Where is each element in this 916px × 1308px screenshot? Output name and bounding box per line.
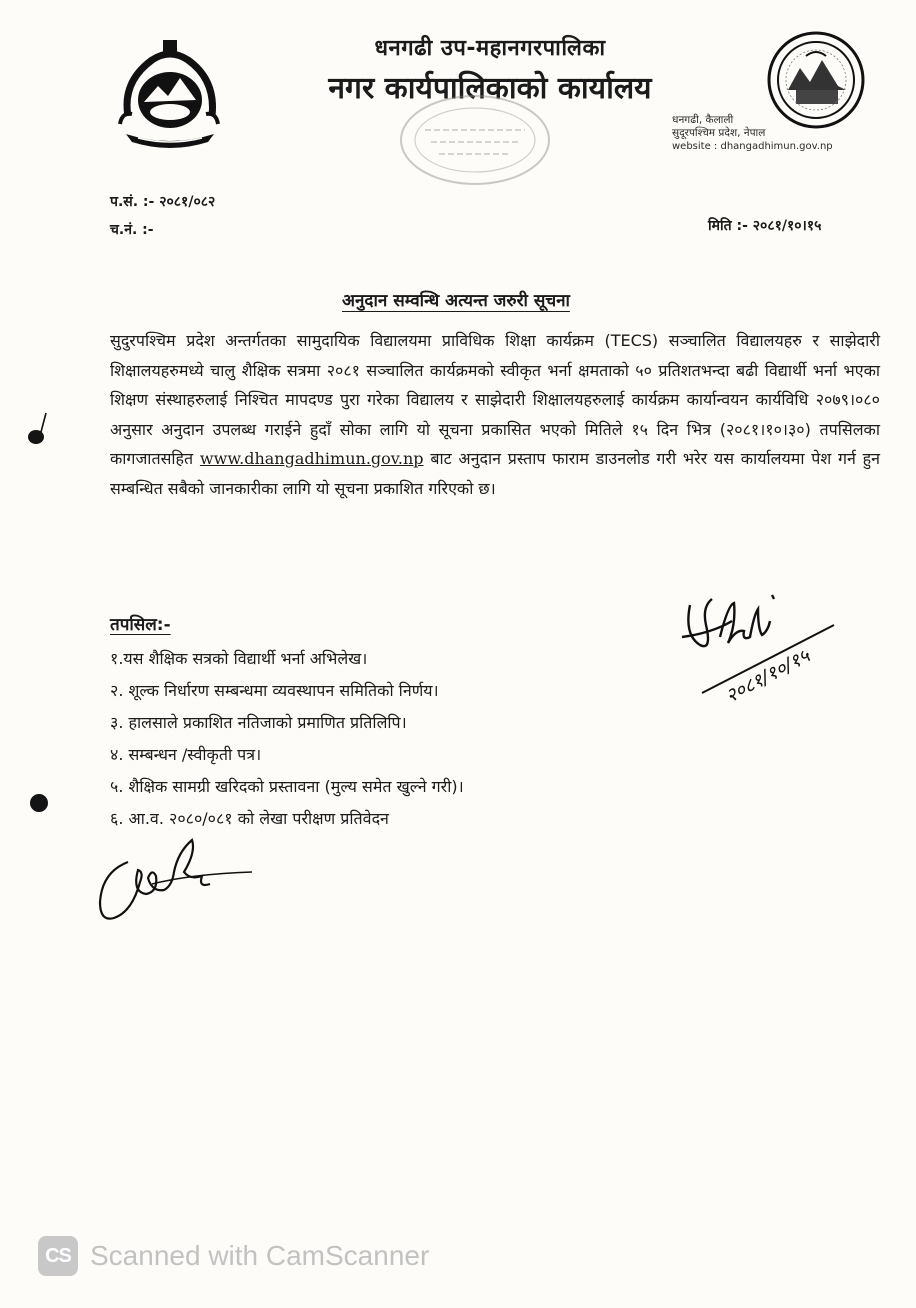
website-text: website : dhangadhimun.gov.np: [672, 141, 833, 152]
punch-hole-mark: [28, 430, 44, 444]
website-link[interactable]: www.dhangadhimun.gov.np: [199, 449, 424, 468]
notice-body-part-2: बाट अनुदान प्रस्ताप फाराम डाउनलोड गरी भरेर यस कार्यालयमा पेश गर्न हुन सम्बन्धित सबैको जानकारीका लागि यो सूचना प्रकाशित गरिएको छ।: [110, 449, 880, 498]
handwritten-signature-icon: [672, 585, 847, 715]
notice-body: [110, 326, 880, 503]
camscanner-text: Scanned with CamScanner: [90, 1240, 430, 1271]
list-item: २. शूल्क निर्धारण सम्बन्धमा व्यवस्थापन समितिको निर्णय।: [110, 681, 439, 700]
details-heading: तपसिल:-: [110, 615, 171, 635]
camscanner-watermark: [38, 1234, 429, 1278]
dispatch-number: च.नं. :-: [110, 222, 154, 238]
list-item: १.यस शैक्षिक सत्रको विद्यार्थी भर्ना अभिलेख।: [110, 649, 368, 668]
reference-number: प.सं. :- २०८१/०८२: [110, 194, 216, 210]
address-line-1: धनगढी, कैलाली: [672, 114, 734, 126]
list-item: ४. सम्बन्धन /स्वीकृती पत्र।: [110, 745, 262, 764]
notice-date: मिति :- २०८१/१०।१५: [708, 218, 822, 234]
signature-date: २०८१/१०/१५: [722, 644, 814, 708]
list-item: ३. हालसाले प्रकाशित नतिजाको प्रमाणित प्रतिलिपि।: [110, 713, 407, 732]
handwritten-initials-icon: [92, 832, 257, 927]
details-list: [110, 645, 464, 837]
address-line-2: सुदूरपश्चिम प्रदेश, नेपाल: [672, 127, 766, 139]
nepal-emblem-icon: [108, 38, 232, 150]
punch-hole-mark: [30, 794, 48, 812]
office-address: [672, 114, 833, 153]
municipality-name: धनगढी उप-महानगरपालिका: [374, 36, 606, 61]
office-name: नगर कार्यपालिकाको कार्यालय: [328, 71, 652, 106]
office-stamp-icon: [395, 90, 555, 190]
notice-title: अनुदान सम्वन्धि अत्यन्त जरुरी सूचना: [342, 291, 570, 311]
notice-body-part-1: सुदुरपश्चिम प्रदेश अन्तर्गतका सामुदायिक विद्यालयमा प्राविधिक शिक्षा कार्यक्रम (TECS) सञ्चालित विद्यालयहरु र साझेदारी शिक्षालयहरुमध्ये चालु शैक्षिक सत्रमा २०८१ सञ्चालित कार्यक्रमको स्वीकृत भर्ना क्षमताको ५० प्रतिशतभन्दा बढी विद्यार्थी भर्ना भएका शिक्षण संस्थाहरुलाई निश्चित मापदण्ड पुरा गरेका विद्यालय र साझेदारी शिक्षालयहरुलाई कार्यक्रम कार्यान्वयन कार्यविधि २०७९।०८० अनुसार अनुदान उपलब्ध गराईने हुदाँ सोका लागि यो सूचना प्रकासित भएको मितिले १५ दिन भित्र (२०८१।१०।३०) तपसिलका कागजातसहित: [110, 331, 880, 468]
camscanner-logo-icon: CS: [38, 1236, 78, 1276]
list-item: ५. शैक्षिक सामग्री खरिदको प्रस्तावना (मुल्य समेत खुल्ने गरी)।: [110, 777, 464, 796]
list-item: ६. आ.व. २०८०/०८१ को लेखा परीक्षण प्रतिवेदन: [110, 809, 389, 828]
